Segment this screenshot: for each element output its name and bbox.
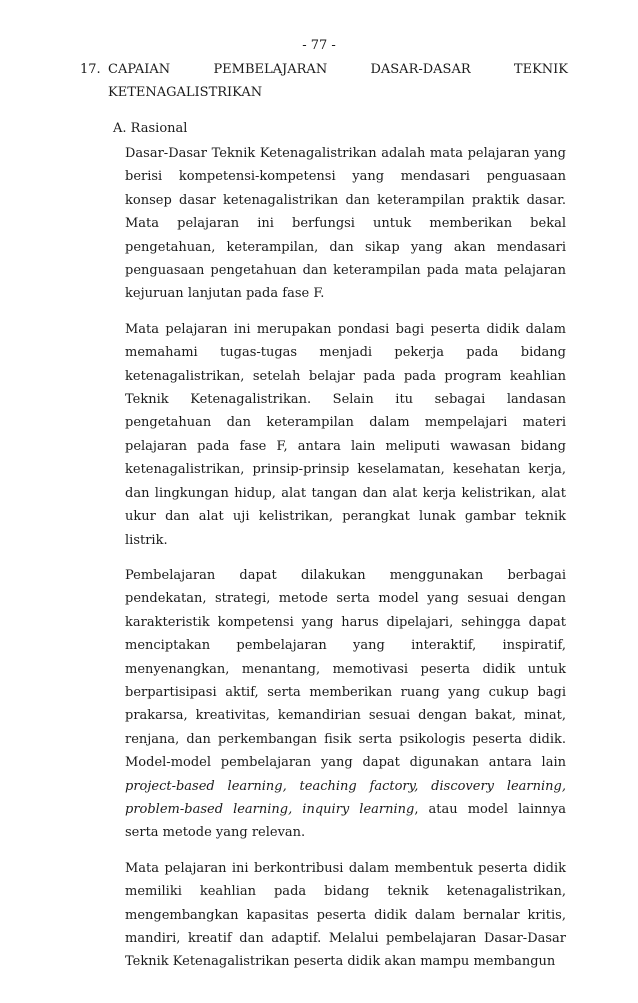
body-text [125, 142, 566, 986]
paragraph-1: Dasar-Dasar Teknik Ketenagalistrikan adalah mata pelajaran yang berisi kompetensi-kompetensi yang mendasari penguasaan konsep dasar ketenagalistrikan dan keterampilan praktik dasar. Mata pelajaran ini berfungsi untuk memberikan bekal pengetahuan, keterampilan, dan sikap yang akan mendasari penguasaan pengetahuan dan keterampilan pada mata pelajaran kejuruan lanjutan pada fase F. [125, 146, 566, 302]
paragraph-3-end: , atau model lainnya serta metode yang relevan. [125, 801, 567, 841]
chapter-heading [80, 62, 568, 77]
paragraph-4: Mata pelajaran ini berkontribusi dalam membentuk peserta didik memiliki keahlian pada bidang teknik ketenagalistrikan, mengembangkan kapasitas peserta didik dalam bernalar kritis, mandiri, kreatif dan adaptif. Melalui pembelajaran Dasar-Dasar Teknik Ketenagalistrikan peserta didik akan mampu membangun [125, 860, 566, 970]
paragraph-3-start: Pembelajaran dapat dilakukan menggunakan berbagai pendekatan, strategi, metode serta model yang sesuai dengan karakteristik kompetensi yang harus dipelajari, sehingga dapat menciptakan pembelajaran yang interaktif, inspiratif, menyenangkan, menantang, memotivasi peserta didik untuk berpartisipasi aktif, serta memberikan ruang yang cukup bagi prakarsa, kreativitas, kemandirian sesuai dengan bakat, minat, renjana, dan perkembangan fisik serta psikologis peserta didik. Model-model pembelajaran yang dapat digunakan antara lain [125, 567, 566, 771]
page-number: - 77 - [302, 38, 336, 53]
chapter-title-line2: KETENAGALISTRIKAN [108, 85, 263, 100]
paragraph-3 [125, 564, 566, 845]
chapter-title-line1: CAPAIAN PEMBELAJARAN DASAR-DASAR TEKNIK [108, 62, 568, 77]
chapter-number: 17. [80, 62, 101, 77]
section-label: A. Rasional [113, 121, 188, 136]
learning-models-italic: project-based learning, teaching factory, discovery learning, problem-based learning, inquiry learning [125, 778, 566, 817]
paragraph-2: Mata pelajaran ini merupakan pondasi bagi peserta didik dalam memahami tugas-tugas menjadi pekerja pada bidang ketenagalistrikan, setelah belajar pada pada program keahlian Teknik Ketenagalistrikan. Selain itu sebagai landasan pengetahuan dan keterampilan dalam mempelajari materi pelajaran pada fase F, antara lain meliputi wawasan bidang ketenagalistrikan, prinsip-prinsip keselamatan, kesehatan kerja, dan lingkungan hidup, alat tangan dan alat kerja kelistrikan, alat ukur dan alat uji kelistrikan, perangkat lunak gambar teknik listrik. [125, 321, 566, 548]
